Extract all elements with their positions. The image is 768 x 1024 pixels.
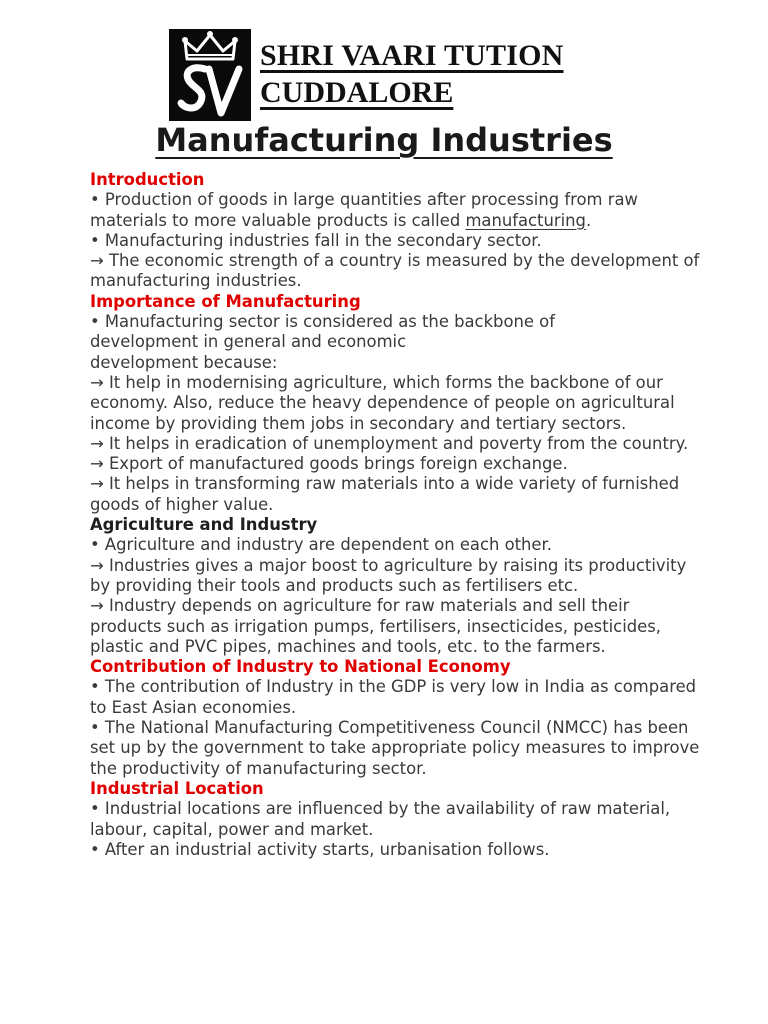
brand-line-1: SHRI VAARI TUTION: [260, 39, 564, 72]
location-paragraph-2: • After an industrial activity starts, urbanisation follows.: [90, 839, 550, 859]
logo: [169, 29, 251, 121]
agriculture-paragraph-2: → Industries gives a major boost to agriculture by raising its productivity by providing their tools and products such as fertilisers etc.: [90, 555, 687, 595]
importance-paragraph-2: → It help in modernising agriculture, which forms the backbone of our economy. Also, reduce the heavy dependence of people on agricultural income by providing them jobs in secondary and tertiary sectors.: [90, 372, 675, 433]
intro-paragraph-1: [90, 190, 700, 231]
crown-icon: [169, 29, 251, 121]
heading-agriculture: Agriculture and Industry: [90, 515, 318, 535]
brand-name: [260, 37, 564, 111]
brand-line-2: CUDDALORE: [260, 76, 454, 109]
document-body: [90, 170, 700, 860]
manufacturing-link[interactable]: manufacturing: [465, 210, 586, 230]
intro-paragraph-3: → The economic strength of a country is measured by the development of manufacturing industries.: [90, 251, 700, 291]
intro-paragraph-2: • Manufacturing industries fall in the secondary sector.: [90, 230, 542, 250]
heading-location: Industrial Location: [90, 778, 264, 798]
agriculture-paragraph-3: → Industry depends on agriculture for raw materials and sell their products such as irrigation pumps, fertilisers, insecticides, pesticides, plastic and PVC pipes, machines and tools, etc. to the farmers.: [90, 596, 661, 656]
agriculture-paragraph-1: • Agriculture and industry are dependent on each other.: [90, 535, 552, 555]
contribution-paragraph-1: • The contribution of Industry in the GDP is very low in India as compared to East Asian economies.: [90, 677, 697, 717]
intro-p1-end: .: [585, 210, 592, 230]
header: [169, 29, 564, 121]
importance-paragraph-3: → It helps in eradication of unemployment and poverty from the country.: [90, 433, 689, 453]
importance-paragraph-1c: development because:: [90, 352, 278, 372]
importance-paragraph-1b: development in general and economic: [90, 332, 407, 352]
contribution-paragraph-2: • The National Manufacturing Competitiveness Council (NMCC) has been set up by the government to take appropriate policy measures to improve the productivity of manufacturing sector.: [90, 718, 700, 778]
importance-paragraph-1a: • Manufacturing sector is considered as the backbone of: [90, 312, 555, 332]
heading-importance: Importance of Manufacturing: [90, 291, 361, 311]
importance-paragraph-4: → Export of manufactured goods brings foreign exchange.: [90, 454, 568, 474]
page-title: Manufacturing Industries: [155, 121, 613, 159]
heading-contribution: Contribution of Industry to National Economy: [90, 657, 511, 677]
importance-paragraph-5: → It helps in transforming raw materials into a wide variety of furnished goods of higher value.: [90, 474, 680, 514]
location-paragraph-1: • Industrial locations are influenced by the availability of raw material, labour, capital, power and market.: [90, 799, 671, 839]
intro-p1-text: • Production of goods in large quantities after processing from raw materials to more valuable products is called: [90, 190, 638, 230]
heading-introduction: Introduction: [90, 170, 205, 189]
